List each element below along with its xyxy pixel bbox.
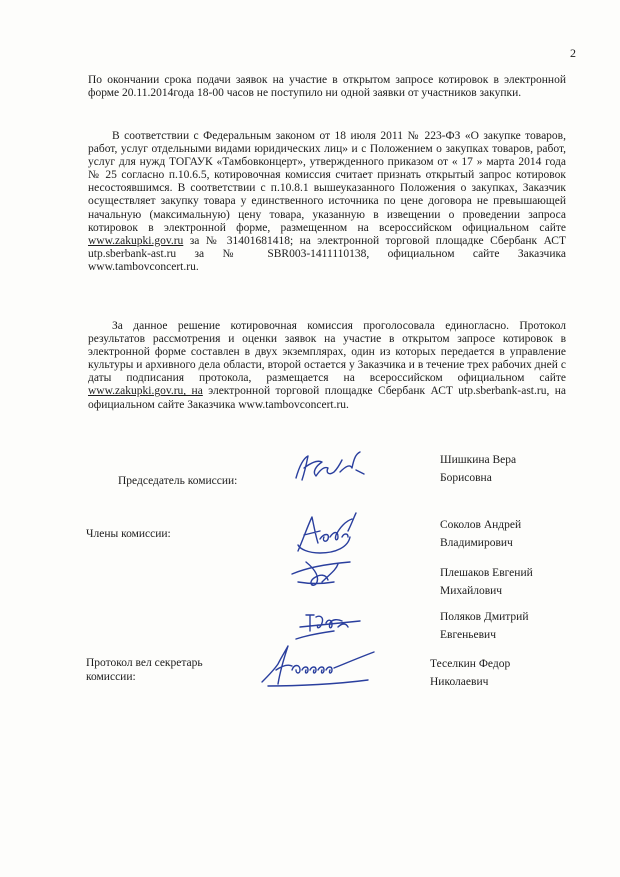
member3-signature — [290, 607, 366, 643]
secretary-name: Теселкин Федор Николаевич — [430, 658, 511, 688]
member1-name: Соколов Андрей Владимирович — [440, 519, 522, 549]
members-label: Члены комиссии: — [86, 528, 171, 540]
zakupki-link: www.zakupki.gov.ru — [88, 234, 184, 247]
secretary-signature — [258, 640, 388, 690]
paragraph-no-bids: По окончании срока подачи заявок на участие в открытом запросе котировок в электронной форме 20.11.2014года 18-00 часов не поступило ни одной заявки от участников закупки. — [88, 74, 566, 100]
zakupki-link-2: www.zakupki.gov.ru, на — [88, 385, 203, 398]
chairman-signature — [290, 450, 370, 486]
paragraph-legal-basis-text: В соответствии с Федеральным законом от 18 июля 2011 № 223-ФЗ «О закупке товаров, работ, услуг отдельными видами юридических лиц» и с Положением о закупках товаров, работ, услуг для нужд ТОГАУК «Тамбовконцерт», утвержденного приказом от « 17 » марта 2014 года № 25 согласно п.10.6.5, котировочная комиссия считает признать открытый запрос котировок несостоявшимся. В соответствии с п.10.8.1 вышеуказанного Положения о закупках, Заказчик осуществляет закупку товара у единственного источника по цене договора не превышающей начальную (максимальную) цену товара, указанную в извещении о проведении запроса котировок в электронной форме, размещенном на всероссийском официальном сайте — [88, 130, 566, 234]
member1-signature — [290, 507, 370, 557]
paragraph-legal-basis-end: за № 31401681418; на электронной торговой площадке Сбербанк АСТ utp.sberbank-ast.ru за № SBR003-1411110138, официальном сайте Заказчика www.tambovconcert.ru. — [88, 234, 566, 273]
paragraph-decision-end: электронной торговой площадке Сбербанк АСТ utp.sberbank-ast.ru, на официальном сайте Заказчика www.tambovconcert.ru. — [88, 385, 566, 411]
secretary-label: Протокол вел секретарь комиссии: — [86, 657, 203, 683]
paragraph-legal-basis — [88, 130, 566, 274]
member2-name: Плешаков Евгений Михайлович — [440, 567, 533, 597]
member2-signature — [286, 554, 362, 590]
chairman-label: Председатель комиссии: — [118, 475, 238, 487]
paragraph-decision-text: За данное решение котировочная комиссия проголосовала единогласно. Протокол результатов рассмотрения и оценки заявок на участие в открытом запросе котировок в электронной форме составлен в двух экземплярах, один из которых передается в управление культуры и архивного дела области, второй остается у Заказчика и в течение трех рабочих дней с даты подписания протокола, размещается на всероссийском официальном сайте — [88, 320, 566, 385]
chairman-name: Шишкина Вера Борисовна — [440, 454, 517, 484]
page-number: 2 — [570, 46, 576, 60]
member3-name: Поляков Дмитрий Евгеньевич — [440, 611, 529, 641]
paragraph-decision — [88, 320, 566, 412]
